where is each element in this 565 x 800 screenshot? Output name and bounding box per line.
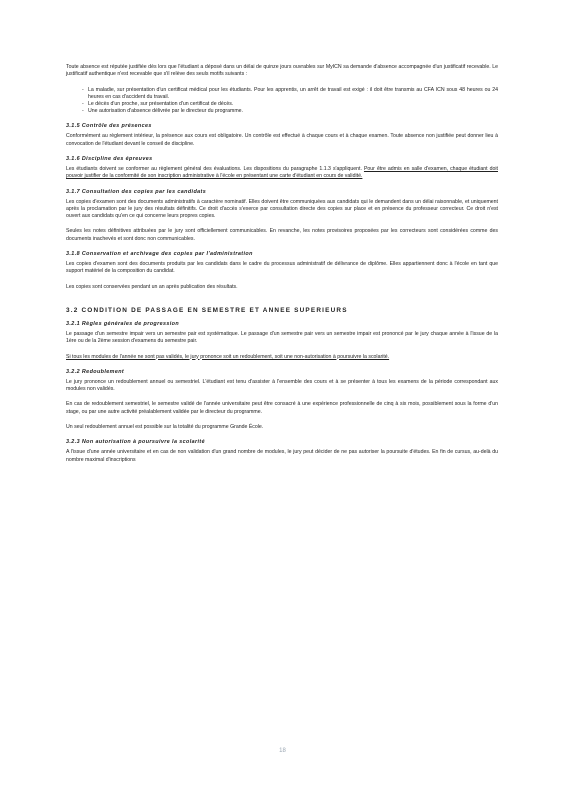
section-paragraph: Conformément au règlement intérieur, la présence aux cours est obligatoire. Un contrôle est effectué à chaque cours et à chaque examen. Toute absence non justifiée peut donner lieu à convocation de l'étudiant devant le conseil de discipline. [66,133,498,147]
section-paragraph [66,354,498,361]
section-heading: 3.1.6 Discipline des épreuves [66,156,153,162]
section-paragraph [66,166,498,181]
text-span: autorisation à poursuivre la scolarité. [304,353,390,360]
chapter-heading: 3.2 CONDITION DE PASSAGE EN SEMESTRE ET ANNEE SUPERIEURS [66,306,348,314]
list-item: - Le décès d'un proche, sur présentation d'un certificat de décès. [82,101,498,108]
section-paragraph: Les copies d'examen sont des documents administratifs à caractère nominatif. Elles doivent être communiquées aux candidats qui le demandent dans un délai raisonnable, et uniquement après la proclamation par le jury des résultats définitifs. Ce droit d'accès s'exerce par consultation directe des copies sur place et en présence du professeur correcteur. Ce droit n'est ouvert aux candidats qu'en ce qui concerne leurs propres copies. [66,198,498,220]
section-paragraph: Le jury prononce un redoublement annuel ou semestriel. L'étudiant est tenu d'assister à l'ensemble des cours et à se présenter à tous les examens de la période correspondant aux modules non validés. [66,378,498,393]
section-heading: 3.1.8 Conservation et archivage des copies par l'administration [66,251,253,258]
section-paragraph: Seules les notes définitives attribuées par le jury sont officiellement communicables. En revanche, les notes provisoires proposées par les correcteurs sont considérées comme des documents inachevés et sont donc non communicables. [66,228,498,242]
absence-reasons-list [66,87,498,116]
section-heading: 3.2.2 Redoublement [66,368,125,375]
text-span: Si tous les modules de l'année ne sont pas validés, le jury prononce soit un redoublement, soit une non- [66,353,305,360]
document-page [66,64,498,464]
section-paragraph: En cas de redoublement semestriel, le semestre validé de l'année universitaire peut être consacré à une expérience professionnelle de cinq à six mois, possiblement sous la forme d'un stage, ou par une autre activité préalablement validée par le directeur du programme. [66,401,498,415]
text-span: Les étudiants doivent se conformer au règlement général des évaluations. Les dispositions du paragraphe 1.1.3 s'appliquent. [66,166,364,172]
section-paragraph: Les copies d'examen sont des documents produits par les candidats dans le cadre du processus administratif de délivrance de diplôme. Elles appartiennent donc à l'école en tant que support matériel de la composition du candidat. [66,261,498,275]
section-paragraph: Les copies sont conservées pendant un an après publication des résultats. [66,283,238,290]
section-heading: 3.2.1 Règles générales de progression [66,320,180,327]
section-paragraph: Un seul redoublement annuel est possible sur la totalité du programme Grande École. [66,424,264,431]
section-paragraph: Le passage d'un semestre impair vers un semestre pair est systématique. Le passage d'un semestre pair vers un semestre impair est prononcé par le jury chaque année à l'issue de la 1ère ou de la 2ème session d'examens du semestre pair. [66,330,498,345]
page-number: 18 [279,748,286,754]
underlined-text: Pour être admis en salle d'examen, chaque étudiant doit pouvoir justifier de la conformité de son inscription administrative à l'école en présentant une carte d'étudiant en cours de validité. [66,166,498,180]
section-heading: 3.2.3 Non autorisation à poursuivre la scolarité [66,439,206,446]
list-item: - Une autorisation d'absence délivrée par le directeur du programme. [82,108,498,115]
absence-paragraph: Toute absence est réputée justifiée dès lors que l'étudiant a déposé dans un délai de quinze jours ouvrables sur MyICN sa demande d'absence accompagnée d'un justificatif recevable. Le justificatif authentique n'est recevable que s'il relève des seuls motifs suivants : [66,64,498,78]
section-heading: 3.1.7 Consultation des copies par les candidats [66,188,207,195]
section-paragraph: A l'issue d'une année universitaire et en cas de non validation d'un grand nombre de modules, le jury peut décider de ne pas autoriser la poursuite d'études. En fin de cursus, au-delà du nombre maximal d'inscriptions [66,449,498,463]
list-item: - La maladie, sur présentation d'un certificat médical pour les étudiants. Pour les apprentis, un arrêt de travail est exigé : il doit être transmis au CFA ICN sous 48 heures ou 24 heures en cas d'accident du travail. [82,87,498,101]
section-heading: 3.1.5 Contrôle des présences [66,123,152,130]
